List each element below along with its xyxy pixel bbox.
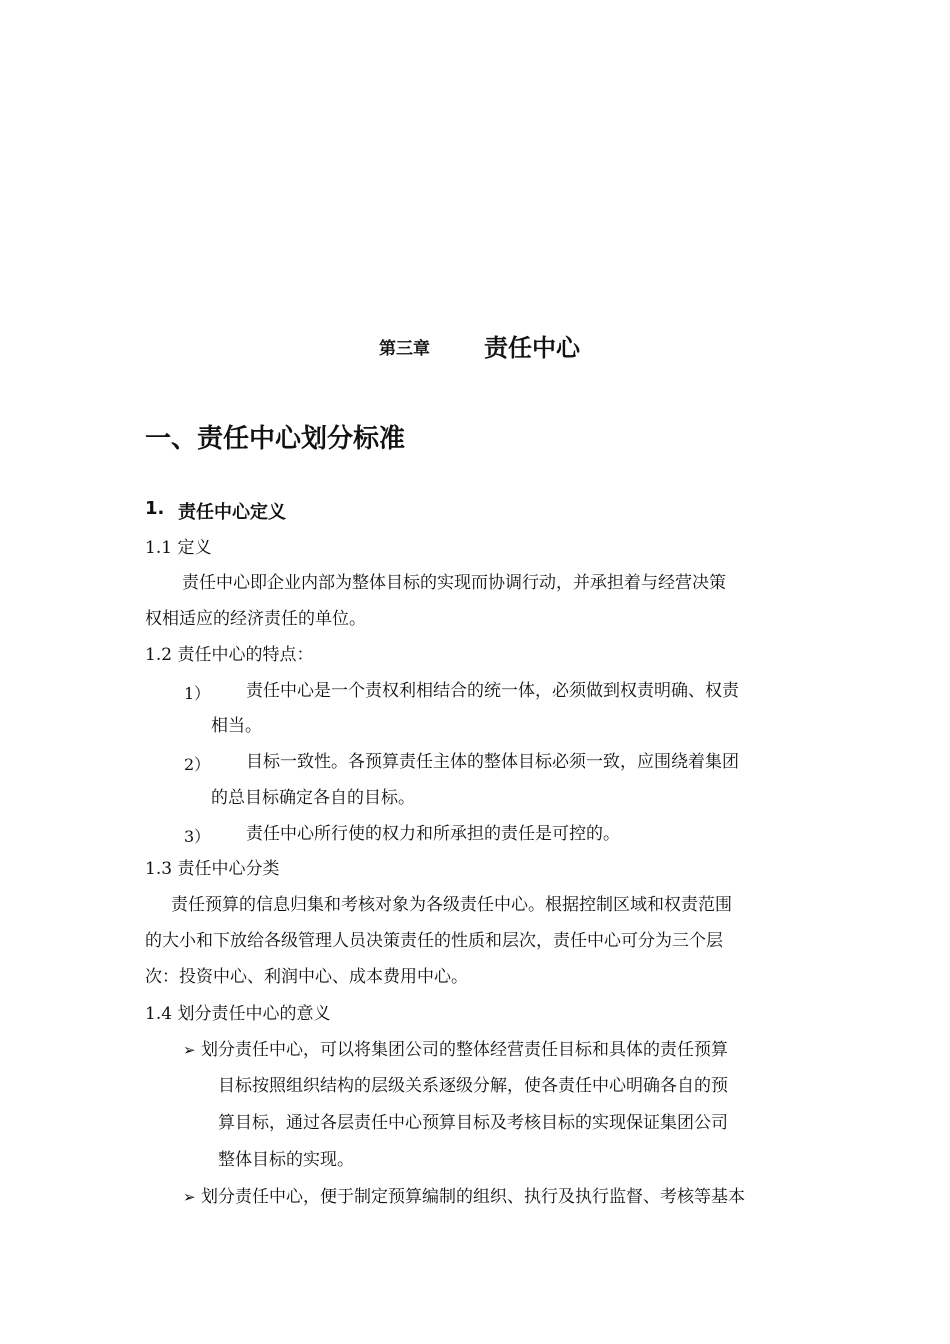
feature-item-2-line-2: 的总目标确定各自的目标。 <box>211 788 415 808</box>
arrow-bullet-icon: ➢ <box>183 1188 196 1206</box>
significance-bullet-1-line-1: 划分责任中心，可以将集团公司的整体经营责任目标和具体的责任预算 <box>201 1040 728 1060</box>
feature-item-3-marker: 3） <box>184 827 211 846</box>
heading-1-2: 1.2 责任中心的特点： <box>145 645 314 665</box>
significance-bullet-2-line-1: 划分责任中心，便于制定预算编制的组织、执行及执行监督、考核等基本 <box>201 1187 745 1207</box>
arrow-bullet-icon: ➢ <box>183 1041 196 1059</box>
classification-paragraph-line-1: 责任预算的信息归集和考核对象为各级责任中心。根据控制区域和权责范围 <box>171 895 732 915</box>
classification-paragraph-line-2: 的大小和下放给各级管理人员决策责任的性质和层次，责任中心可分为三个层 <box>145 931 723 951</box>
heading-1-4: 1.4 划分责任中心的意义 <box>145 1004 331 1024</box>
chapter-title: 责任中心 <box>484 334 580 362</box>
subsection-number: 1. <box>145 498 165 519</box>
definition-paragraph-line-1: 责任中心即企业内部为整体目标的实现而协调行动，并承担着与经营决策 <box>182 573 726 593</box>
feature-item-2-line-1: 目标一致性。各预算责任主体的整体目标必须一致，应围绕着集团 <box>246 752 739 772</box>
feature-item-3-line-1: 责任中心所行使的权力和所承担的责任是可控的。 <box>246 824 620 844</box>
classification-paragraph-line-3: 次：投资中心、利润中心、成本费用中心。 <box>145 967 468 987</box>
subsection-title: 责任中心定义 <box>178 502 286 523</box>
heading-1-3: 1.3 责任中心分类 <box>145 859 280 879</box>
definition-paragraph-line-2: 权相适应的经济责任的单位。 <box>145 609 366 629</box>
feature-item-2-marker: 2） <box>184 755 211 774</box>
significance-bullet-1-line-3: 算目标，通过各层责任中心预算目标及考核目标的实现保证集团公司 <box>218 1113 728 1133</box>
significance-bullet-1-line-4: 整体目标的实现。 <box>218 1150 354 1170</box>
heading-1-1: 1.1 定义 <box>145 538 212 558</box>
feature-item-1-line-2: 相当。 <box>211 716 262 736</box>
feature-item-1-line-1: 责任中心是一个责权利相结合的统一体，必须做到权责明确、权责 <box>246 681 739 701</box>
significance-bullet-1-line-2: 目标按照组织结构的层级关系逐级分解，使各责任中心明确各自的预 <box>218 1076 728 1096</box>
chapter-label: 第三章 <box>379 339 430 359</box>
section-heading: 一、责任中心划分标准 <box>145 424 406 454</box>
feature-item-1-marker: 1） <box>184 684 211 703</box>
